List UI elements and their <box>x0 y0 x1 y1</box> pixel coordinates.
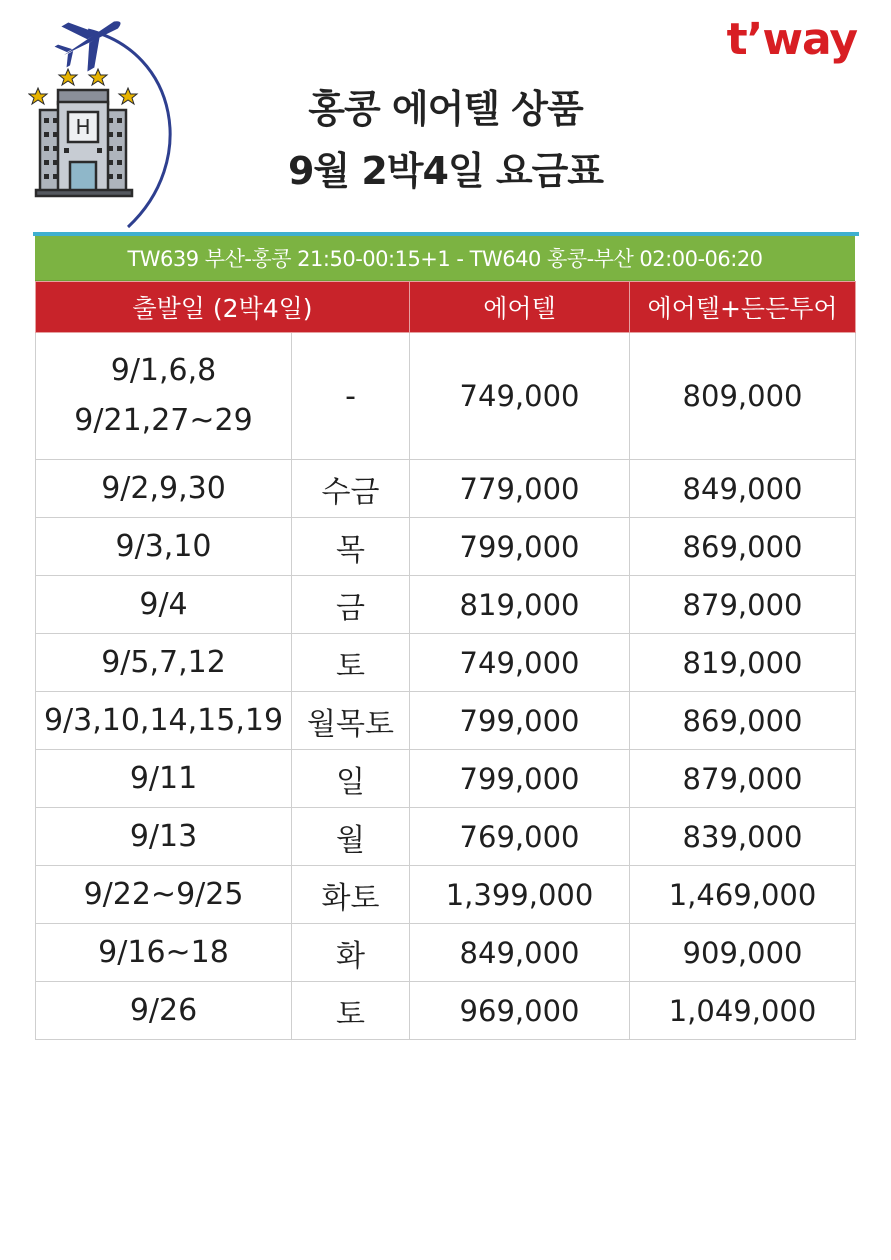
table-row <box>36 808 856 866</box>
departure-date: 9/26 <box>129 992 198 1028</box>
airtel-price-cell: 749,000 <box>410 634 630 692</box>
airtel-price-cell: 799,000 <box>410 750 630 808</box>
departure-date: 9/13 <box>129 818 198 854</box>
airtel-tour-price-cell: 869,000 <box>630 692 856 750</box>
header-airtel-tour: 에어텔+든든투어 <box>630 282 856 333</box>
table-row <box>36 576 856 634</box>
header-airtel: 에어텔 <box>410 282 630 333</box>
departure-dates-cell <box>36 634 292 692</box>
airtel-tour-price-cell: 1,469,000 <box>630 866 856 924</box>
airtel-price-cell: 1,399,000 <box>410 866 630 924</box>
departure-date: 9/16~18 <box>98 934 229 970</box>
price-table <box>35 281 856 1040</box>
day-cell: 월목토 <box>292 692 410 750</box>
airtel-tour-price-cell: 809,000 <box>630 333 856 460</box>
departure-date: 9/5,7,12 <box>101 644 226 680</box>
airtel-tour-price-cell: 819,000 <box>630 634 856 692</box>
table-row <box>36 333 856 460</box>
flight-info-bar: TW639 부산-홍콩 21:50-00:15+1 - TW640 홍콩-부산 02:00-06:20 <box>35 236 855 281</box>
departure-dates-cell <box>36 750 292 808</box>
price-table-body <box>36 333 856 1040</box>
departure-dates-cell <box>36 924 292 982</box>
table-row <box>36 518 856 576</box>
svg-text:H: H <box>75 115 91 139</box>
departure-dates-cell <box>36 808 292 866</box>
airtel-price-cell: 969,000 <box>410 982 630 1040</box>
table-row <box>36 982 856 1040</box>
day-cell: 화 <box>292 924 410 982</box>
day-cell: 일 <box>292 750 410 808</box>
table-row <box>36 866 856 924</box>
departure-date: 9/11 <box>129 760 198 796</box>
departure-dates-cell <box>36 518 292 576</box>
airtel-tour-price-cell: 1,049,000 <box>630 982 856 1040</box>
table-row <box>36 634 856 692</box>
airtel-tour-price-cell: 849,000 <box>630 460 856 518</box>
tway-logo: t’way <box>726 14 857 65</box>
departure-date: 9/22~9/25 <box>83 876 244 912</box>
airtel-tour-price-cell: 879,000 <box>630 576 856 634</box>
table-row <box>36 692 856 750</box>
day-cell: 화토 <box>292 866 410 924</box>
header-departure: 출발일 (2박4일) <box>36 282 410 333</box>
departure-dates-cell <box>36 866 292 924</box>
departure-date: 9/4 <box>139 586 188 622</box>
departure-date: 9/2,9,30 <box>101 470 226 506</box>
airtel-tour-price-cell: 869,000 <box>630 518 856 576</box>
day-cell: 월 <box>292 808 410 866</box>
airtel-price-cell: 769,000 <box>410 808 630 866</box>
day-cell: 목 <box>292 518 410 576</box>
departure-dates-cell <box>36 460 292 518</box>
departure-date: 9/1,6,8 <box>110 353 217 388</box>
table-row <box>36 924 856 982</box>
day-cell: 토 <box>292 634 410 692</box>
day-cell: - <box>292 333 410 460</box>
airtel-price-cell: 799,000 <box>410 692 630 750</box>
departure-date: 9/3,10,14,15,19 <box>43 702 284 738</box>
page-subtitle: 9월 2박4일 요금표 <box>287 149 604 193</box>
departure-dates-cell <box>36 692 292 750</box>
airtel-tour-price-cell: 909,000 <box>630 924 856 982</box>
departure-dates-cell <box>36 982 292 1040</box>
airtel-price-cell: 849,000 <box>410 924 630 982</box>
day-cell: 금 <box>292 576 410 634</box>
day-cell: 수금 <box>292 460 410 518</box>
airtel-price-cell: 799,000 <box>410 518 630 576</box>
airtel-price-cell: 819,000 <box>410 576 630 634</box>
departure-dates-cell <box>36 333 292 460</box>
page-title: 홍콩 에어텔 상품 <box>308 87 583 131</box>
airtel-tour-price-cell: 839,000 <box>630 808 856 866</box>
airtel-tour-price-cell: 879,000 <box>630 750 856 808</box>
table-row <box>36 460 856 518</box>
departure-date: 9/21,27~29 <box>74 403 253 438</box>
table-row <box>36 750 856 808</box>
day-cell: 토 <box>292 982 410 1040</box>
airtel-price-cell: 779,000 <box>410 460 630 518</box>
price-table-section <box>35 236 855 1040</box>
airtel-price-cell: 749,000 <box>410 333 630 460</box>
departure-date: 9/3,10 <box>115 528 212 564</box>
departure-dates-cell <box>36 576 292 634</box>
